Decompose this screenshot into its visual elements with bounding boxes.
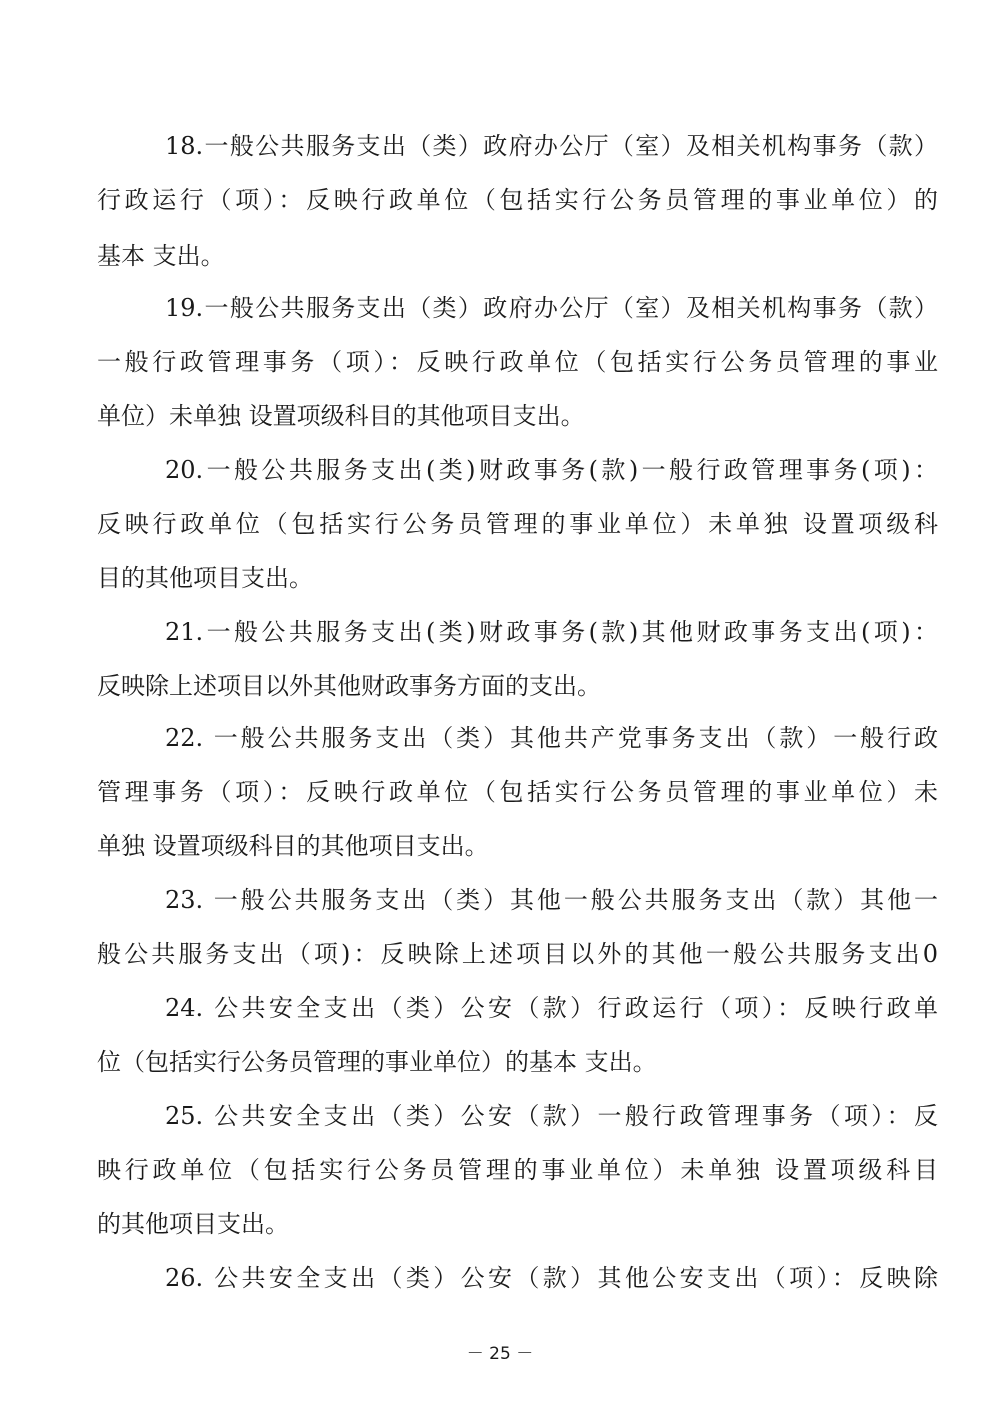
paragraph-21-line-2: 反映除上述项目以外其他财政事务方面的支出。 [97, 672, 601, 700]
paragraph-25-line-2: 映行政单位（包括实行公务员管理的事业单位）未单独 设置项级科目 [97, 1156, 938, 1184]
paragraph-26-line-1: 26. 公共安全支出（类）公安（款）其他公安支出（项）：反映除 [165, 1264, 938, 1292]
paragraph-23-line-1: 23. 一般公共服务支出（类）其他一般公共服务支出（款）其他一 [165, 886, 938, 914]
paragraph-22-line-1: 22. 一般公共服务支出（类）其他共产党事务支出（款）一般行政 [165, 724, 938, 752]
paragraph-23-line-2: 般公共服务支出（项)：反映除上述项目以外的其他一般公共服务支出0 [97, 940, 938, 968]
paragraph-20-line-2: 反映行政单位（包括实行公务员管理的事业单位）未单独 设置项级科 [97, 510, 938, 538]
paragraph-19-line-1: 19.一般公共服务支出（类）政府办公厅（室）及相关机构事务（款） [165, 294, 938, 322]
paragraph-21-line-1: 21.一般公共服务支出(类)财政事务(款)其他财政事务支出(项)： [165, 618, 938, 646]
paragraph-22-line-2: 管理事务（项）：反映行政单位（包括实行公务员管理的事业单位）未 [97, 778, 938, 806]
paragraph-18-line-2: 行政运行（项）：反映行政单位（包括实行公务员管理的事业单位）的 [97, 186, 938, 214]
paragraph-25-line-1: 25. 公共安全支出（类）公安（款）一般行政管理事务（项）：反 [165, 1102, 938, 1130]
paragraph-20-line-3: 目的其他项目支出。 [97, 564, 313, 592]
paragraph-22-line-3: 单独 设置项级科目的其他项目支出。 [97, 832, 489, 860]
paragraph-19-line-2: 一般行政管理事务（项）：反映行政单位（包括实行公务员管理的事业 [97, 348, 938, 376]
paragraph-18-line-3: 基本 支出。 [97, 242, 225, 270]
page-number: － 25 － [466, 1344, 534, 1364]
paragraph-24-line-1: 24. 公共安全支出（类）公安（款）行政运行（项）：反映行政单 [165, 994, 938, 1022]
paragraph-20-line-1: 20.一般公共服务支出(类)财政事务(款)一般行政管理事务(项)： [165, 456, 938, 484]
paragraph-25-line-3: 的其他项目支出。 [97, 1210, 289, 1238]
paragraph-18-line-1: 18.一般公共服务支出（类）政府办公厅（室）及相关机构事务（款） [165, 132, 938, 160]
paragraph-19-line-3: 单位）未单独 设置项级科目的其他项目支出。 [97, 402, 585, 430]
paragraph-24-line-2: 位（包括实行公务员管理的事业单位）的基本 支出。 [97, 1048, 657, 1076]
